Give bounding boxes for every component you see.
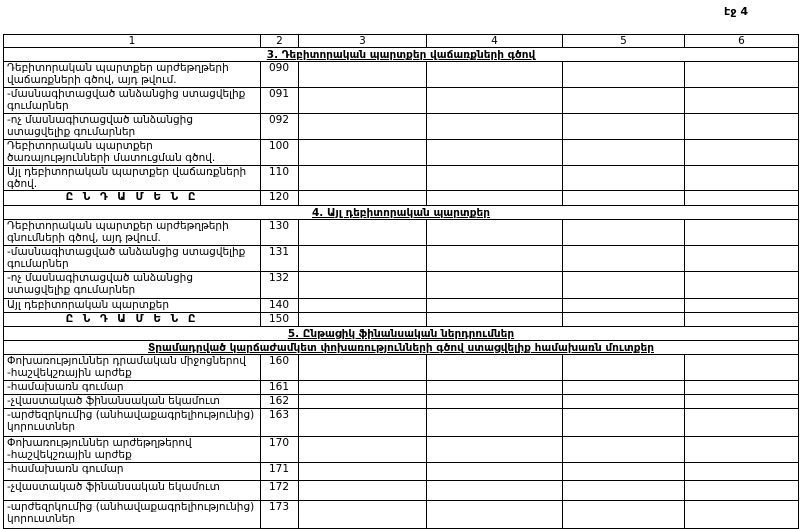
row-code: 131 <box>261 246 299 272</box>
row-label: -արժեզրկումից (անհավաքագրելիությունից) կորուստներ <box>4 409 261 437</box>
section-title-text: 4. Այլ դեբիտորական պարտքեր <box>4 206 799 220</box>
value-cell-col5[interactable] <box>563 166 685 191</box>
value-cell-col6[interactable] <box>685 299 799 313</box>
row-code: 130 <box>261 220 299 246</box>
value-cell-col5[interactable] <box>563 381 685 395</box>
value-cell-col4[interactable] <box>427 88 563 114</box>
row-code: 092 <box>261 114 299 140</box>
table-row <box>4 299 799 313</box>
value-cell-col4[interactable] <box>427 191 563 206</box>
value-cell-col5[interactable] <box>563 299 685 313</box>
value-cell-col3[interactable] <box>299 114 427 140</box>
page-number: էջ 4 <box>724 5 748 18</box>
value-cell-col5[interactable] <box>563 220 685 246</box>
value-cell-col4[interactable] <box>427 437 563 463</box>
report-table <box>3 34 799 529</box>
value-cell-col4[interactable] <box>427 166 563 191</box>
table-row <box>4 88 799 114</box>
value-cell-col5[interactable] <box>563 88 685 114</box>
value-cell-col6[interactable] <box>685 313 799 327</box>
row-code: 163 <box>261 409 299 437</box>
row-label: Ը Ն Դ Ա Մ Ե Ն Ը <box>4 313 261 327</box>
value-cell-col5[interactable] <box>563 246 685 272</box>
table-row <box>4 166 799 191</box>
value-cell-col5[interactable] <box>563 481 685 501</box>
row-code: 160 <box>261 355 299 381</box>
value-cell-col5[interactable] <box>563 114 685 140</box>
row-code: 091 <box>261 88 299 114</box>
table-row <box>4 246 799 272</box>
row-code: 172 <box>261 481 299 501</box>
section-subtitle-text: Տրամադրված կարճաժամկետ փոխառությունների գծով ստացվելիք համախառն մուտքեր <box>4 341 799 355</box>
row-label: -համախառն գումար <box>4 463 261 481</box>
row-code: 100 <box>261 140 299 166</box>
row-code: 110 <box>261 166 299 191</box>
value-cell-col5[interactable] <box>563 272 685 299</box>
value-cell-col6[interactable] <box>685 272 799 299</box>
value-cell-col3[interactable] <box>299 272 427 299</box>
value-cell-col3[interactable] <box>299 140 427 166</box>
value-cell-col3[interactable] <box>299 299 427 313</box>
row-code: 120 <box>261 191 299 206</box>
table-row <box>4 437 799 463</box>
total-row <box>4 313 799 327</box>
value-cell-col3[interactable] <box>299 88 427 114</box>
value-cell-col5[interactable] <box>563 191 685 206</box>
value-cell-col4[interactable] <box>427 355 563 381</box>
column-header: 1 <box>4 35 261 48</box>
row-code: 150 <box>261 313 299 327</box>
value-cell-col4[interactable] <box>427 299 563 313</box>
column-header: 2 <box>261 35 299 48</box>
row-label: -արժեզրկումից (անհավաքագրելիությունից) կորուստներ <box>4 501 261 529</box>
value-cell-col5[interactable] <box>563 395 685 409</box>
value-cell-col3[interactable] <box>299 220 427 246</box>
row-label: -մասնագիտացված անձանցից ստացվելիք գումարներ <box>4 88 261 114</box>
row-code: 170 <box>261 437 299 463</box>
value-cell-col6[interactable] <box>685 501 799 529</box>
column-header: 3 <box>299 35 427 48</box>
value-cell-col6[interactable] <box>685 62 799 88</box>
row-label: -մասնագիտացված անձանցից ստացվելիք գումարներ <box>4 246 261 272</box>
value-cell-col6[interactable] <box>685 395 799 409</box>
value-cell-col4[interactable] <box>427 381 563 395</box>
row-label: Այլ դեբիտորական պարտքեր <box>4 299 261 313</box>
value-cell-col6[interactable] <box>685 246 799 272</box>
value-cell-col3[interactable] <box>299 62 427 88</box>
section-subtitle <box>4 341 799 355</box>
value-cell-col5[interactable] <box>563 313 685 327</box>
value-cell-col6[interactable] <box>685 220 799 246</box>
table-row <box>4 62 799 88</box>
value-cell-col5[interactable] <box>563 501 685 529</box>
value-cell-col3[interactable] <box>299 355 427 381</box>
table-row <box>4 463 799 481</box>
value-cell-col4[interactable] <box>427 62 563 88</box>
value-cell-col3[interactable] <box>299 313 427 327</box>
value-cell-col6[interactable] <box>685 409 799 437</box>
value-cell-col4[interactable] <box>427 463 563 481</box>
table-row <box>4 272 799 299</box>
row-label: Փոխառություններ արժեթղթերով -հաշվեկշռային արժեք <box>4 437 261 463</box>
value-cell-col5[interactable] <box>563 409 685 437</box>
value-cell-col3[interactable] <box>299 437 427 463</box>
row-code: 162 <box>261 395 299 409</box>
value-cell-col5[interactable] <box>563 355 685 381</box>
value-cell-col4[interactable] <box>427 395 563 409</box>
row-label: -չվաստակած ֆինանսական եկամուտ <box>4 395 261 409</box>
table-row <box>4 140 799 166</box>
row-label: -համախառն գումար <box>4 381 261 395</box>
value-cell-col4[interactable] <box>427 114 563 140</box>
value-cell-col4[interactable] <box>427 409 563 437</box>
value-cell-col3[interactable] <box>299 246 427 272</box>
value-cell-col4[interactable] <box>427 220 563 246</box>
column-header: 5 <box>563 35 685 48</box>
row-code: 140 <box>261 299 299 313</box>
row-code: 132 <box>261 272 299 299</box>
row-code: 161 <box>261 381 299 395</box>
value-cell-col3[interactable] <box>299 463 427 481</box>
value-cell-col4[interactable] <box>427 140 563 166</box>
section-title-text: 3. Դեբիտորական պարտքեր վաճառքների գծով <box>4 48 799 62</box>
table-row <box>4 409 799 437</box>
total-row <box>4 191 799 206</box>
table-row <box>4 381 799 395</box>
value-cell-col6[interactable] <box>685 166 799 191</box>
value-cell-col3[interactable] <box>299 501 427 529</box>
row-label: -չվաստակած ֆինանսական եկամուտ <box>4 481 261 501</box>
table-row <box>4 501 799 529</box>
value-cell-col4[interactable] <box>427 272 563 299</box>
row-code: 171 <box>261 463 299 481</box>
value-cell-col5[interactable] <box>563 437 685 463</box>
value-cell-col6[interactable] <box>685 481 799 501</box>
value-cell-col6[interactable] <box>685 114 799 140</box>
column-header: 4 <box>427 35 563 48</box>
section-title <box>4 206 799 220</box>
section-title-text: 5. Ընթացիկ ֆինանսական ներդրումներ <box>4 327 799 341</box>
value-cell-col3[interactable] <box>299 166 427 191</box>
value-cell-col6[interactable] <box>685 191 799 206</box>
row-label: Այլ դեբիտորական պարտքեր վաճառքների գծով. <box>4 166 261 191</box>
value-cell-col6[interactable] <box>685 381 799 395</box>
value-cell-col3[interactable] <box>299 409 427 437</box>
column-header-row <box>4 35 799 48</box>
row-label: Ը Ն Դ Ա Մ Ե Ն Ը <box>4 191 261 206</box>
value-cell-col6[interactable] <box>685 88 799 114</box>
row-code: 090 <box>261 62 299 88</box>
row-label: Դեբիտորական պարտքեր ծառայությունների մատուցման գծով. <box>4 140 261 166</box>
value-cell-col5[interactable] <box>563 140 685 166</box>
value-cell-col3[interactable] <box>299 191 427 206</box>
value-cell-col3[interactable] <box>299 481 427 501</box>
section-title <box>4 48 799 62</box>
row-code: 173 <box>261 501 299 529</box>
value-cell-col3[interactable] <box>299 381 427 395</box>
value-cell-col6[interactable] <box>685 355 799 381</box>
row-label: -ոչ մասնագիտացված անձանցից ստացվելիք գումարներ <box>4 114 261 140</box>
value-cell-col4[interactable] <box>427 481 563 501</box>
value-cell-col5[interactable] <box>563 463 685 481</box>
value-cell-col6[interactable] <box>685 437 799 463</box>
row-label: -ոչ մասնագիտացված անձանցից ստացվելիք գումարներ <box>4 272 261 299</box>
value-cell-col6[interactable] <box>685 463 799 481</box>
value-cell-col4[interactable] <box>427 501 563 529</box>
value-cell-col4[interactable] <box>427 246 563 272</box>
table-row <box>4 395 799 409</box>
table-row <box>4 481 799 501</box>
table-row <box>4 355 799 381</box>
column-header: 6 <box>685 35 799 48</box>
row-label: Դեբիտորական պարտքեր արժեթղթերի վաճառքների գծով, այդ թվում. <box>4 62 261 88</box>
row-label: Փոխառություններ դրամական միջոցներով -հաշվեկշռային արժեք <box>4 355 261 381</box>
value-cell-col4[interactable] <box>427 313 563 327</box>
table-row <box>4 220 799 246</box>
row-label: Դեբիտորական պարտքեր արժեթղթերի գնումների գծով, այդ թվում. <box>4 220 261 246</box>
table-row <box>4 114 799 140</box>
section-title <box>4 327 799 341</box>
value-cell-col3[interactable] <box>299 395 427 409</box>
value-cell-col6[interactable] <box>685 140 799 166</box>
value-cell-col5[interactable] <box>563 62 685 88</box>
